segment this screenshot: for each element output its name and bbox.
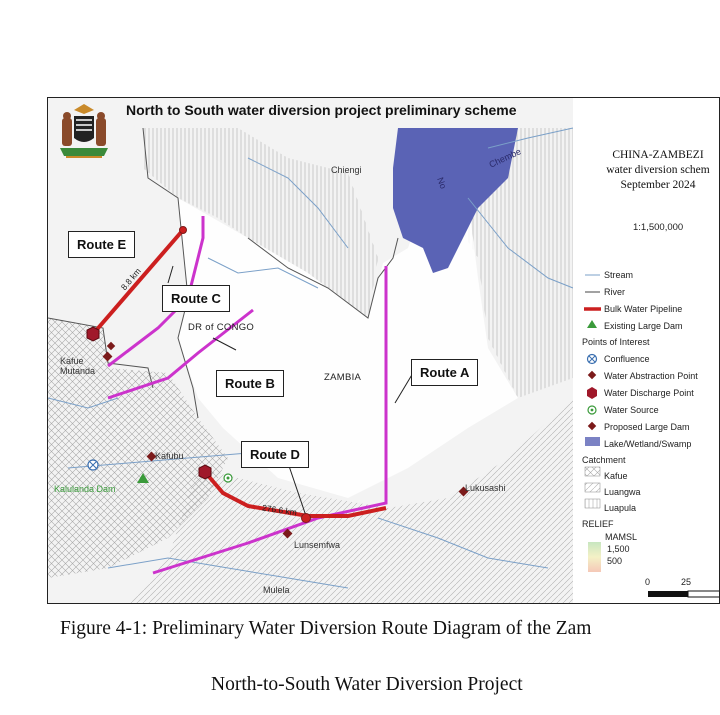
legend-relief-low: 500	[607, 556, 623, 566]
place-lunsemfwa: Lunsemfwa	[294, 540, 341, 550]
legend-item-luapula: Luapula	[604, 503, 637, 513]
place-lukusashi: Lukusashi	[465, 483, 506, 493]
place-chembe: Chembe	[487, 146, 523, 170]
legend-item-lake: Lake/Wetland/Swamp	[604, 438, 692, 449]
legend-item-abstraction: Water Abstraction Point	[604, 370, 698, 381]
scalebar-mark: 25	[681, 577, 692, 587]
scheme-line3: September 2024	[620, 179, 696, 191]
route-d-label: Route D	[241, 441, 309, 468]
legend-item-water-source: Water Source	[604, 404, 659, 415]
discharge-point-d	[199, 465, 211, 479]
legend-item-luangwa: Luangwa	[604, 487, 641, 497]
scheme-line1: CHINA-ZAMBEZI	[612, 149, 704, 161]
place-kalulanda-dam: Kalulanda Dam	[54, 484, 116, 494]
legend-item-existing-dam: Existing Large Dam	[604, 320, 683, 331]
route-c-label: Route C	[162, 285, 230, 312]
map-title: North to South water diversion project preliminary scheme	[126, 102, 517, 118]
legend-item-discharge: Water Discharge Point	[604, 387, 694, 398]
legend-item-river: River	[604, 286, 626, 297]
route-e-distance: 8.8 km	[118, 266, 143, 292]
scalebar-zero: 0	[645, 577, 651, 587]
map-figure	[47, 97, 720, 604]
legend-relief-unit: MAMSL	[605, 532, 638, 542]
place-kafubu: Kafubu	[155, 451, 184, 461]
legend-item-confluence: Confluence	[604, 353, 650, 364]
place-lake-no: No	[435, 175, 449, 191]
place-kafue-mutanda: Kafue Mutanda	[60, 356, 96, 376]
legend-item-stream: Stream	[604, 269, 634, 280]
country-drc: DR of CONGO	[188, 322, 255, 333]
place-mulela: Mulela	[263, 585, 290, 595]
place-chiengi: Chiengi	[331, 165, 362, 175]
country-zambia: ZAMBIA	[324, 372, 362, 383]
discharge-point-e	[87, 327, 99, 341]
scheme-title-block	[588, 148, 720, 193]
route-b-label: Route B	[216, 370, 284, 397]
coat-of-arms-icon	[54, 100, 114, 162]
legend-relief-header: RELIEF	[582, 519, 614, 529]
legend-poi-header: Points of Interest	[582, 337, 650, 347]
abstraction-point-d	[302, 514, 311, 523]
figure-caption-line1: Figure 4-1: Preliminary Water Diversion Route Diagram of the Zam	[60, 618, 592, 639]
route-e-label: Route E	[68, 231, 135, 258]
figure-caption-line2: North-to-South Water Diversion Project	[211, 674, 523, 695]
legend-item-pipeline: Bulk Water Pipeline	[604, 303, 683, 314]
route-a-label: Route A	[411, 359, 478, 386]
legend-item-kafue: Kafue	[604, 471, 628, 481]
legend-item-proposed-dam: Proposed Large Dam	[604, 421, 690, 432]
scale-ratio: 1:1,500,000	[633, 222, 684, 233]
abstraction-point-e	[180, 227, 187, 234]
scheme-line2: water diversion schem	[606, 164, 710, 176]
legend-catchment-header: Catchment	[582, 455, 626, 465]
route-d-distance: 276.6 km	[261, 502, 298, 518]
legend	[581, 266, 698, 568]
legend-relief-high: 1,500	[607, 544, 630, 554]
